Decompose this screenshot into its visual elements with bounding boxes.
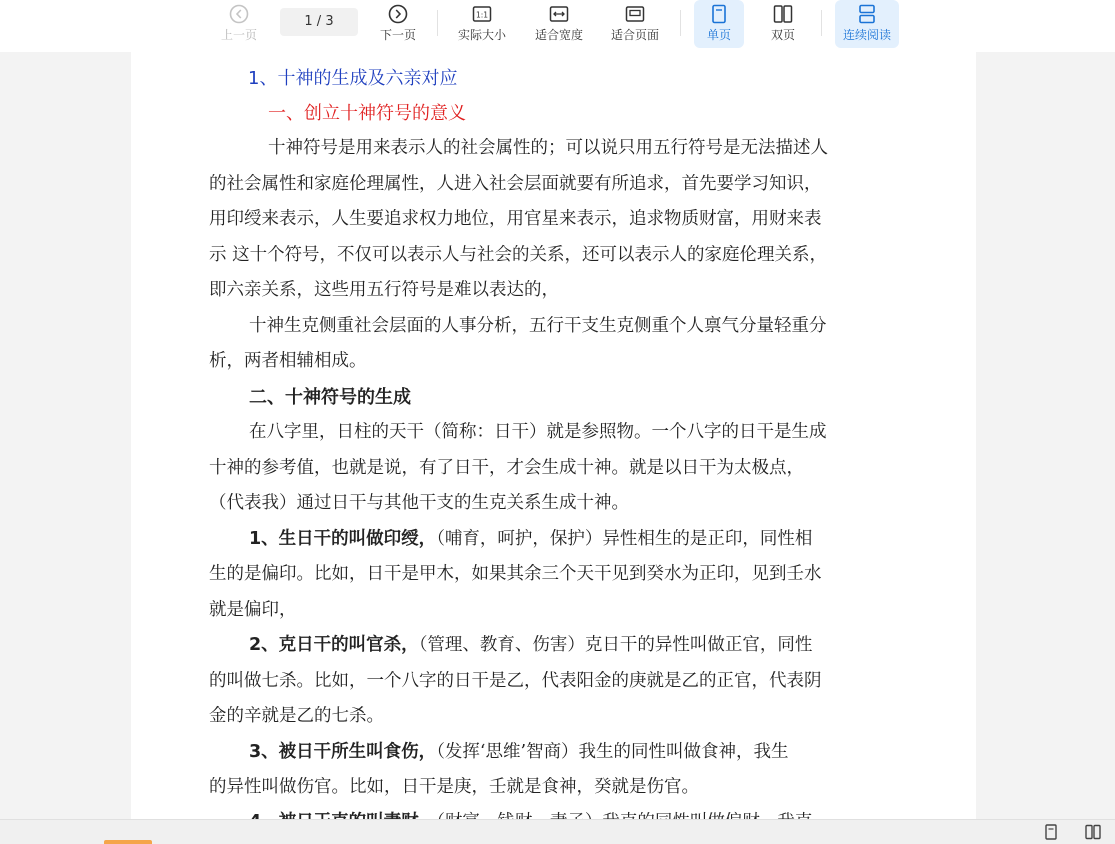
double-page-icon (772, 3, 794, 25)
paragraph-line: 金的辛就是乙的七杀。 (209, 706, 384, 726)
paragraph-line: 示 这十个符号，不仅可以表示人与社会的关系，还可以表示人的家庭伦理关系， (209, 245, 828, 265)
list-item-title: 1、生日干的叫做印绶， (249, 529, 437, 549)
list-item (249, 738, 789, 763)
actual-size-label: 实际大小 (457, 28, 506, 42)
paragraph-line: 的叫做七杀。比如，一个八字的日干是乙，代表阳金的庚就是乙的正官，代表阴 (209, 671, 822, 691)
paragraph-line: 用印绶来表示，人生要追求权力地位，用官星来表示，追求物质财富，用财来表 (209, 209, 822, 229)
fit-page-label: 适合页面 (610, 28, 659, 42)
list-item-text: （哺育，呵护，保护）异性相生的是正印，同性相 (436, 529, 813, 549)
paragraph-line: 即六亲关系，这些用五行符号是难以表达的， (209, 280, 559, 300)
toolbar-divider (437, 10, 438, 36)
paragraph-line: 在八字里，日柱的天干（简称：日干）就是参照物。一个八字的日干是生成 (249, 422, 827, 442)
paragraph-line: 十神的参考值，也就是说，有了日干，才会生成十神。就是以日干为太极点， (209, 458, 804, 478)
single-page-icon (708, 3, 730, 25)
continuous-reading-icon (856, 3, 878, 25)
list-item-title: 2、克日干的叫官杀， (249, 635, 419, 655)
single-page-button[interactable] (694, 0, 744, 48)
document-page (131, 52, 976, 819)
paragraph-line: 生的是偏印。比如，日干是甲木，如果其余三个天干见到癸水为正印，见到壬水 (209, 564, 822, 584)
chevron-left-circle-icon (228, 3, 250, 25)
list-item (249, 525, 812, 550)
paragraph-line: 十神符号是用来表示人的社会属性的；可以说只用五行符号是无法描述人 (268, 138, 828, 158)
svg-text:1:1: 1:1 (475, 10, 489, 20)
single-page-view-icon[interactable] (1042, 823, 1060, 841)
continuous-reading-label: 连续阅读 (842, 28, 891, 42)
toolbar-divider (821, 10, 822, 36)
subsection-heading: 二、十神符号的生成 (249, 387, 411, 408)
paragraph-line: 的社会属性和家庭伦理属性，人进入社会层面就要有所追求，首先要学习知识， (209, 174, 822, 194)
single-page-label: 单页 (706, 28, 731, 42)
fit-width-icon (548, 3, 570, 25)
prev-page-button[interactable] (214, 0, 264, 48)
page-number-input[interactable]: 1 / 3 (280, 8, 358, 36)
list-item-title: 3、被日干所生叫食伤， (249, 742, 437, 762)
fit-width-button[interactable] (529, 0, 589, 48)
sidebar-tab-indicator[interactable] (104, 840, 152, 844)
double-page-label: 双页 (770, 28, 795, 42)
paragraph-line: 的异性叫做伤官。比如，日干是庚，壬就是食神，癸就是伤官。 (209, 777, 699, 797)
list-item-text: （管理、教育、伤害）克日干的异性叫做正官，同性 (418, 635, 813, 655)
status-bar (0, 819, 1115, 844)
chevron-right-circle-icon (387, 3, 409, 25)
actual-size-button[interactable] (452, 0, 512, 48)
next-page-label: 下一页 (379, 28, 416, 42)
prev-page-label: 上一页 (220, 28, 257, 42)
continuous-reading-button[interactable] (835, 0, 899, 48)
subsection-heading: 一、创立十神符号的意义 (268, 103, 466, 124)
paragraph-line: 析，两者相辅相成。 (209, 351, 367, 371)
paragraph-line: （代表我）通过日干与其他干支的生克关系生成十神。 (209, 493, 629, 513)
fit-page-icon (624, 3, 646, 25)
list-item-text: （发挥‘思维’智商）我生的同性叫做食神，我生 (436, 742, 789, 762)
double-page-button[interactable] (758, 0, 808, 48)
actual-size-icon (471, 3, 493, 25)
fit-width-label: 适合宽度 (534, 28, 583, 42)
next-page-button[interactable] (373, 0, 423, 48)
toolbar-divider (680, 10, 681, 36)
fit-page-button[interactable] (605, 0, 665, 48)
paragraph-line: 十神生克侧重社会层面的人事分析，五行干支生克侧重个人禀气分量轻重分 (249, 316, 827, 336)
double-page-view-icon[interactable] (1084, 823, 1102, 841)
list-item (249, 631, 812, 656)
paragraph-line: 就是偏印， (209, 600, 297, 620)
viewer-toolbar (0, 0, 1115, 52)
section-heading: 1、十神的生成及六亲对应 (248, 68, 458, 89)
